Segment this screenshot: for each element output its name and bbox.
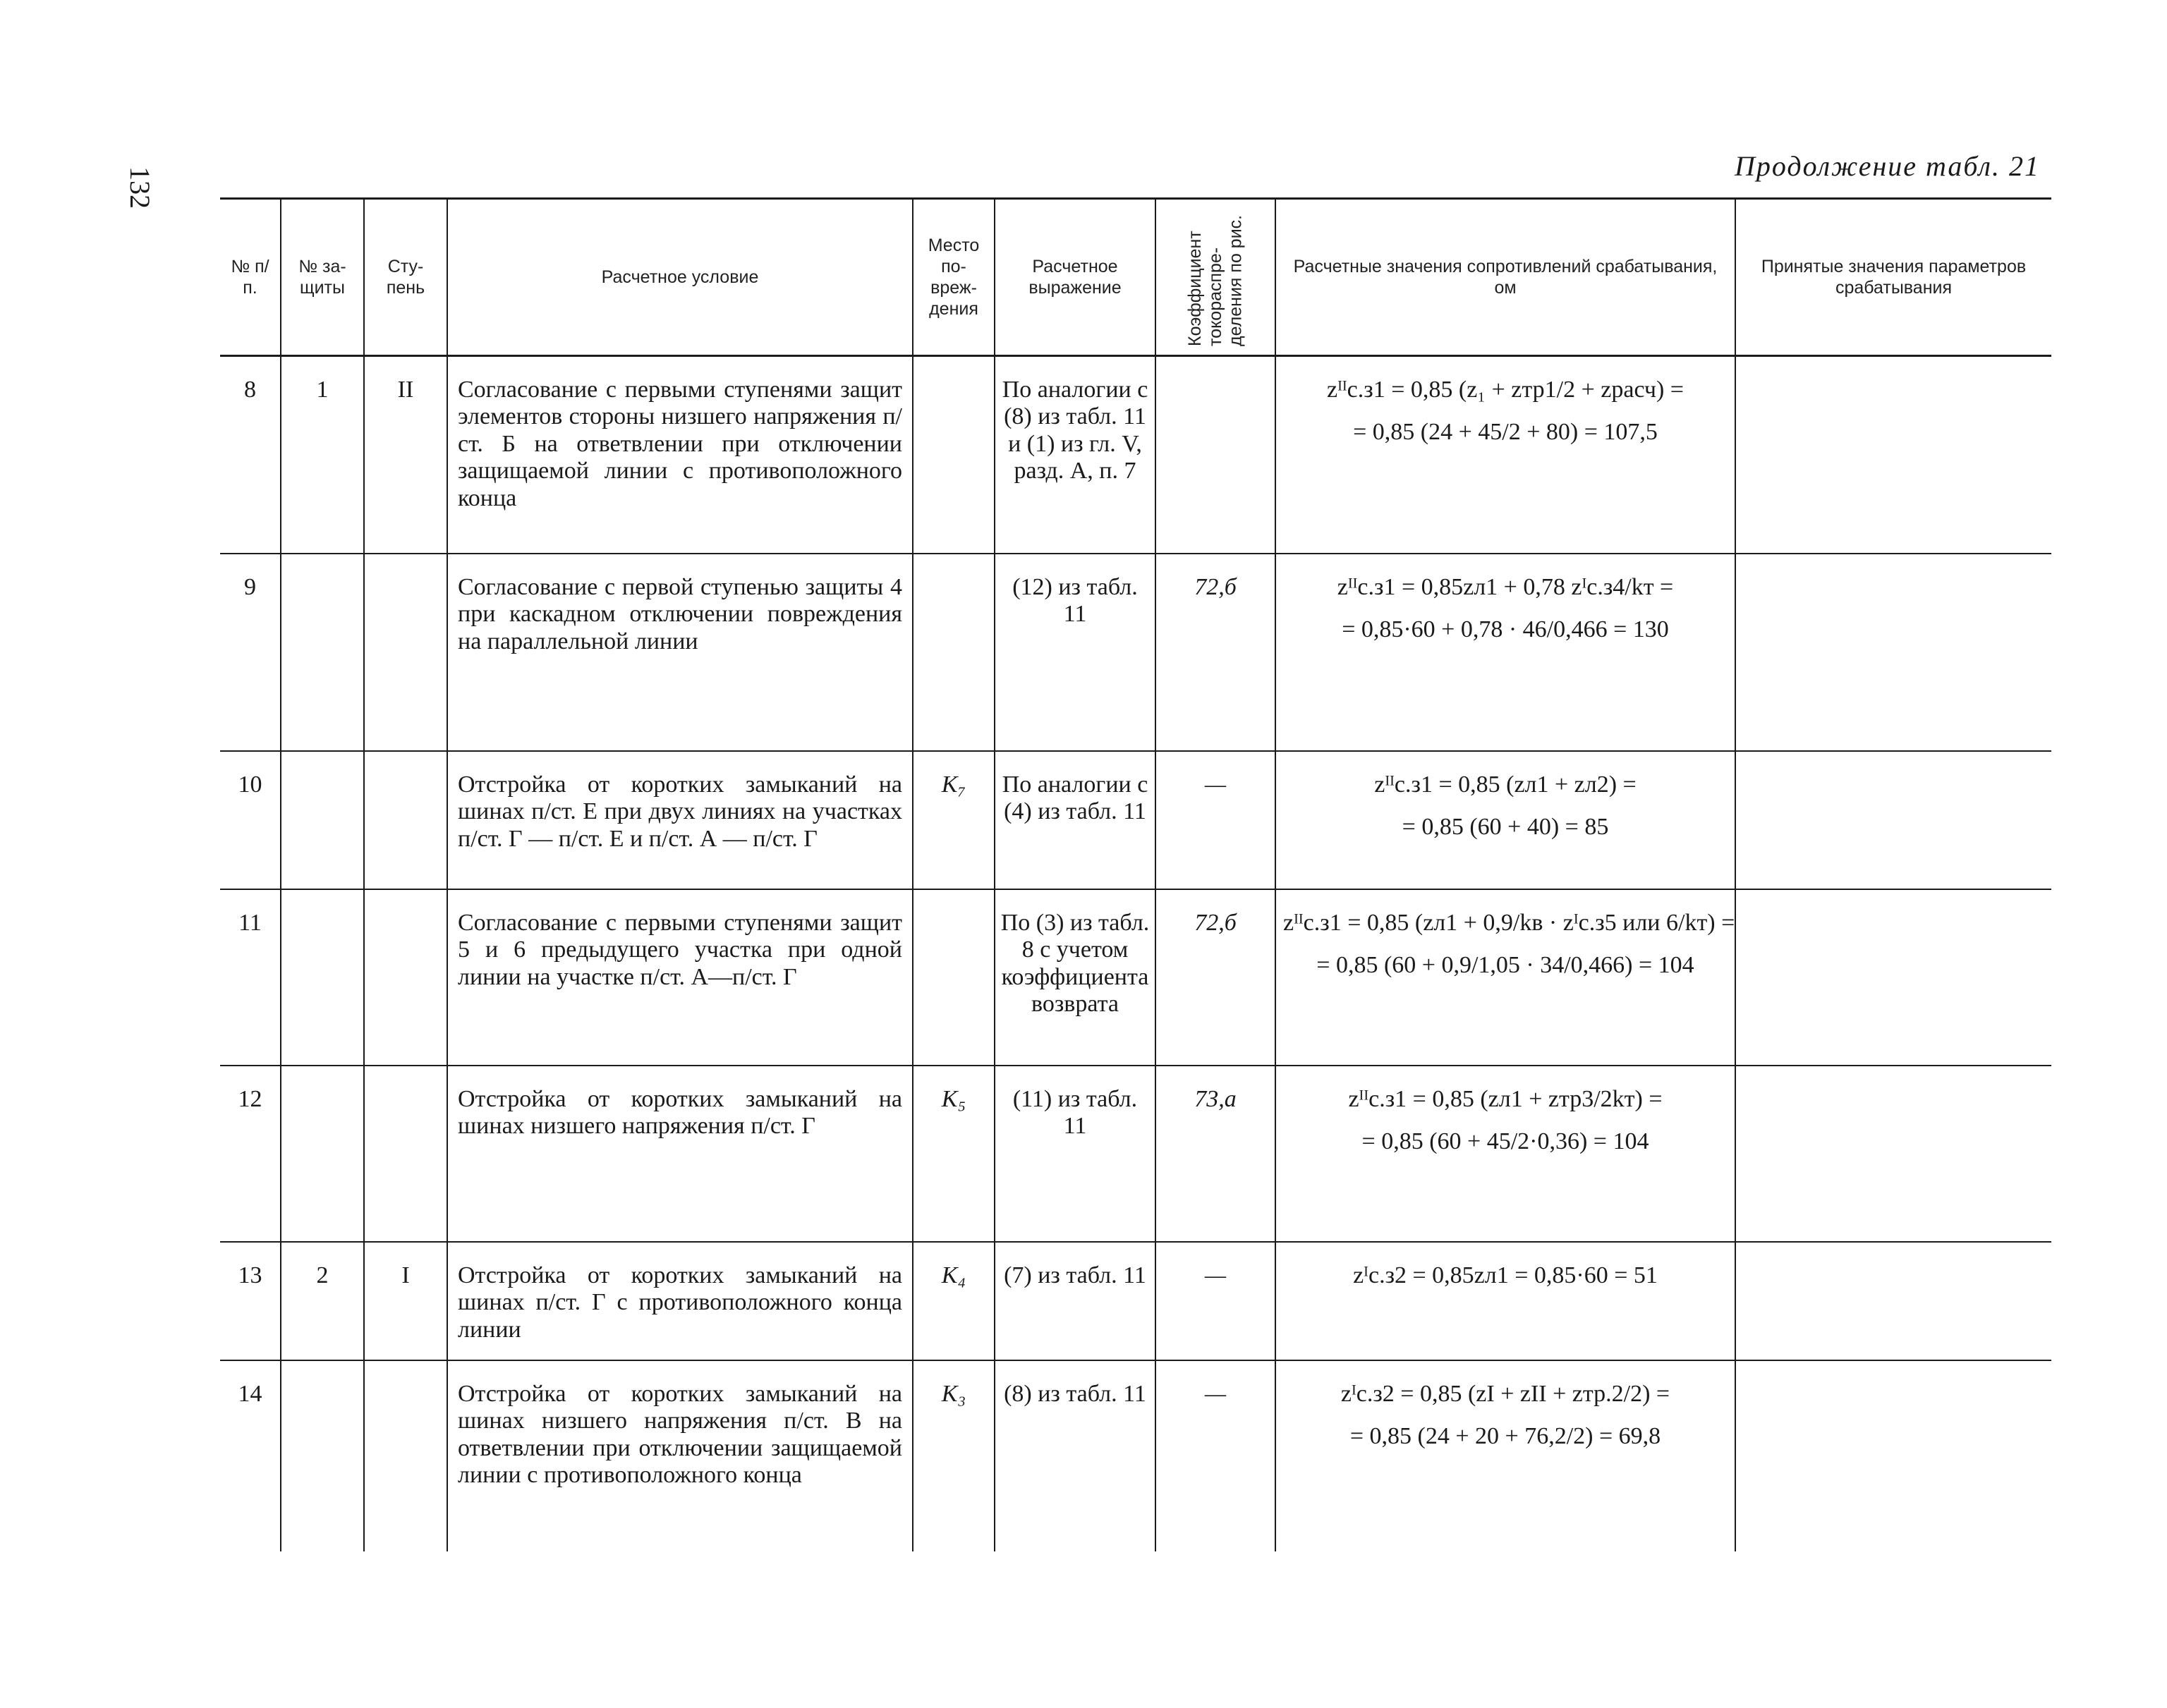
cell-coefficient xyxy=(1155,356,1275,554)
data-table-container xyxy=(220,197,2051,1575)
formula-line-2: = 0,85·60 + 0,78 · 46/0,466 = 130 xyxy=(1342,616,1669,643)
cell-no: 8 xyxy=(220,356,281,554)
cell-no: 14 xyxy=(220,1360,281,1551)
header-no: № п/п. xyxy=(220,200,281,356)
formula-line-2: = 0,85 (24 + 45/2 + 80) = 107,5 xyxy=(1353,419,1658,446)
cell-expression: (8) из табл. 11 xyxy=(995,1360,1155,1551)
cell-stage xyxy=(364,751,447,889)
header-coefficient xyxy=(1155,200,1275,356)
cell-condition: Согласование с первыми ступенями защит элементов стороны низшего напряжения п/ст. Б на ответвлении при отключении защищаемой линии с противоположного конца xyxy=(447,356,913,554)
cell-no: 9 xyxy=(220,554,281,751)
header-values: Расчетные значения сопротивлений срабатывания, ом xyxy=(1275,200,1735,356)
cell-expression: По аналогии с (8) из табл. 11 и (1) из гл. V, разд. А, п. 7 xyxy=(995,356,1155,554)
cell-stage xyxy=(364,554,447,751)
formula-line-1: zᴵс.з2 = 0,85 (zI + zII + zтр.2/2) = xyxy=(1340,1381,1670,1407)
cell-place xyxy=(913,356,995,554)
cell-coefficient: — xyxy=(1155,1242,1275,1360)
cell-accepted xyxy=(1735,554,2051,751)
page-number: 132 xyxy=(124,166,156,209)
cell-protection xyxy=(281,554,364,751)
cell-place: K₄ xyxy=(913,1242,995,1360)
header-stage: Сту-пень xyxy=(364,200,447,356)
cell-coefficient: — xyxy=(1155,1360,1275,1551)
cell-protection xyxy=(281,1066,364,1242)
header-coefficient-text: Коэффициент токораспре-деления по рис. xyxy=(1184,214,1246,346)
formula-line-2: = 0,85 (60 + 40) = 85 xyxy=(1402,814,1609,841)
cell-place: K₅ xyxy=(913,1066,995,1242)
cell-protection: 2 xyxy=(281,1242,364,1360)
cell-no: 12 xyxy=(220,1066,281,1242)
cell-no: 13 xyxy=(220,1242,281,1360)
cell-coefficient: 73,а xyxy=(1155,1066,1275,1242)
formula-line-1: zᴵᴵс.з1 = 0,85 (zл1 + 0,9/kв · zᴵс.з5 или 6/kт) = xyxy=(1283,910,1735,936)
formula-line-1: zᴵᴵс.з1 = 0,85 (zл1 + zл2) = xyxy=(1374,771,1637,798)
cell-stage: II xyxy=(364,356,447,554)
cell-coefficient: 72,б xyxy=(1155,554,1275,751)
cell-protection xyxy=(281,1360,364,1551)
cell-accepted xyxy=(1735,1360,2051,1551)
table-caption: Продолжение табл. 21 xyxy=(1734,150,2040,182)
cell-place xyxy=(913,554,995,751)
header-expression: Расчетное выражение xyxy=(995,200,1155,356)
protection-settings-table xyxy=(220,200,2051,1551)
formula-line-2: = 0,85 (60 + 45/2·0,36) = 104 xyxy=(1361,1128,1649,1155)
cell-formula xyxy=(1275,889,1735,1066)
cell-expression: (7) из табл. 11 xyxy=(995,1242,1155,1360)
cell-expression: По аналогии с (4) из табл. 11 xyxy=(995,751,1155,889)
cell-expression: (12) из табл. 11 xyxy=(995,554,1155,751)
cell-formula xyxy=(1275,554,1735,751)
formula-line-1: zᴵᴵс.з1 = 0,85zл1 + 0,78 zᴵс.з4/kт = xyxy=(1337,574,1674,600)
formula-line-1: zᴵс.з2 = 0,85zл1 = 0,85·60 = 51 xyxy=(1353,1262,1658,1288)
formula-line-1: zᴵᴵс.з1 = 0,85 (z₁ + zтр1/2 + zрасч) = xyxy=(1327,377,1684,403)
header-place: Место по-вреж-дения xyxy=(913,200,995,356)
cell-protection xyxy=(281,889,364,1066)
cell-accepted xyxy=(1735,356,2051,554)
cell-formula xyxy=(1275,751,1735,889)
cell-coefficient: — xyxy=(1155,751,1275,889)
cell-formula xyxy=(1275,1066,1735,1242)
cell-place: K₇ xyxy=(913,751,995,889)
table-row xyxy=(220,1360,2051,1551)
cell-condition: Отстройка от коротких замыканий на шинах п/ст. Г с противоположного конца линии xyxy=(447,1242,913,1360)
cell-accepted xyxy=(1735,1242,2051,1360)
cell-protection xyxy=(281,751,364,889)
cell-condition: Согласование с первыми ступенями защит 5 и 6 предыдущего участка при одной линии на участке п/ст. А—п/ст. Г xyxy=(447,889,913,1066)
cell-formula xyxy=(1275,1360,1735,1551)
cell-stage: I xyxy=(364,1242,447,1360)
table-row xyxy=(220,1066,2051,1242)
cell-condition: Отстройка от коротких замыканий на шинах низшего напряжения п/ст. Г xyxy=(447,1066,913,1242)
cell-expression: По (3) из табл. 8 с учетом коэффициента возврата xyxy=(995,889,1155,1066)
cell-no: 11 xyxy=(220,889,281,1066)
cell-condition: Согласование с первой ступенью защиты 4 при каскадном отключении повреждения на параллельной линии xyxy=(447,554,913,751)
cell-accepted xyxy=(1735,889,2051,1066)
header-row xyxy=(220,200,2051,356)
table-row xyxy=(220,356,2051,554)
cell-stage xyxy=(364,1066,447,1242)
cell-accepted xyxy=(1735,751,2051,889)
formula-line-2: = 0,85 (24 + 20 + 76,2/2) = 69,8 xyxy=(1349,1423,1661,1450)
cell-condition: Отстройка от коротких замыканий на шинах низшего напряжения п/ст. В на ответвлении при отключении защищаемой линии с противоположного конца xyxy=(447,1360,913,1551)
cell-condition: Отстройка от коротких замыканий на шинах п/ст. Е при двух линиях на участках п/ст. Г — п/ст. Е и п/ст. А — п/ст. Г xyxy=(447,751,913,889)
table-row xyxy=(220,889,2051,1066)
formula-line-1: zᴵᴵс.з1 = 0,85 (zл1 + zтр3/2kт) = xyxy=(1348,1086,1663,1112)
cell-place xyxy=(913,889,995,1066)
cell-no: 10 xyxy=(220,751,281,889)
formula-line-2: = 0,85 (60 + 0,9/1,05 · 34/0,466) = 104 xyxy=(1316,952,1694,979)
header-condition: Расчетное условие xyxy=(447,200,913,356)
table-row xyxy=(220,1242,2051,1360)
header-accepted: Принятые значения параметров срабатывания xyxy=(1735,200,2051,356)
cell-stage xyxy=(364,889,447,1066)
cell-place: K₃ xyxy=(913,1360,995,1551)
cell-stage xyxy=(364,1360,447,1551)
cell-accepted xyxy=(1735,1066,2051,1242)
table-row xyxy=(220,751,2051,889)
cell-coefficient: 72,б xyxy=(1155,889,1275,1066)
cell-expression: (11) из табл. 11 xyxy=(995,1066,1155,1242)
cell-protection: 1 xyxy=(281,356,364,554)
header-protection: № за-щиты xyxy=(281,200,364,356)
table-row xyxy=(220,554,2051,751)
cell-formula xyxy=(1275,1242,1735,1360)
cell-formula xyxy=(1275,356,1735,554)
